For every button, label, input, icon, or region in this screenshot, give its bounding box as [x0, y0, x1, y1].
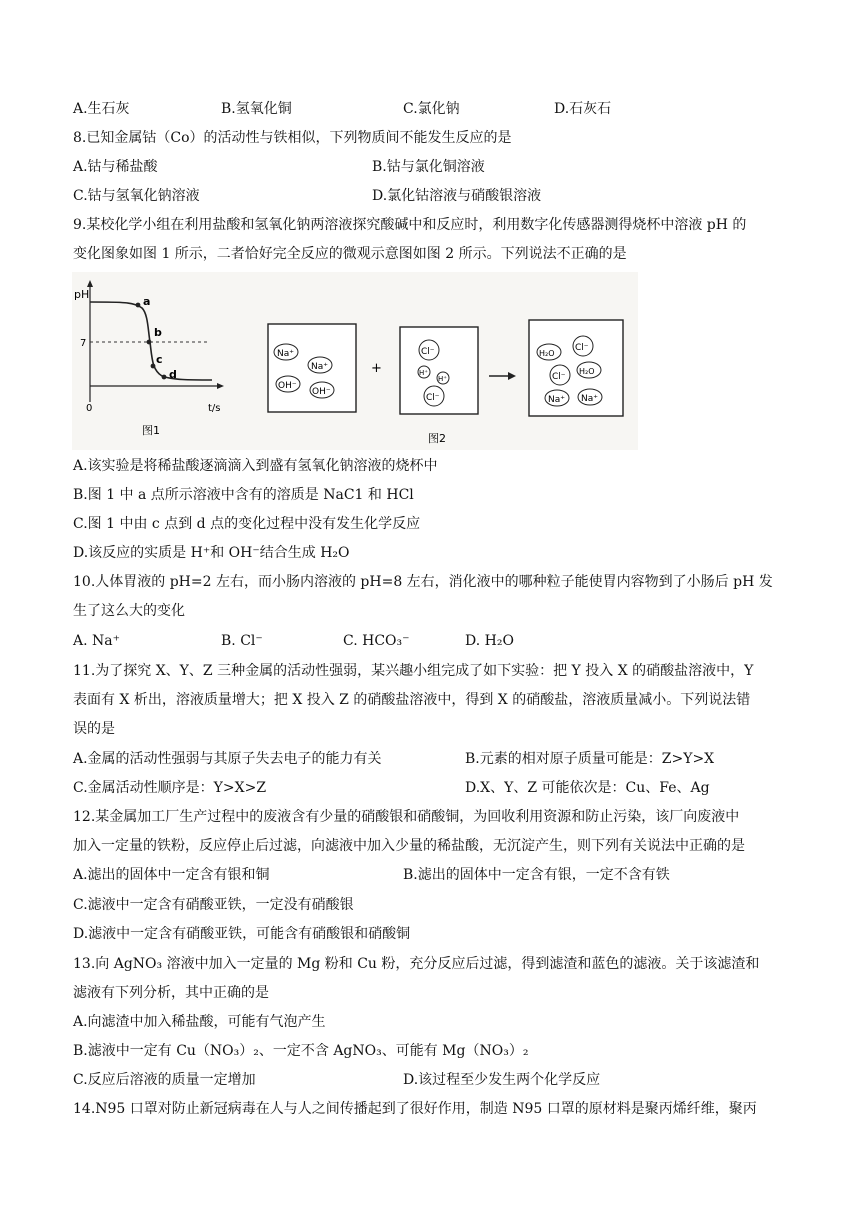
figure1-point-a	[136, 303, 141, 308]
figure1-point-c	[151, 364, 156, 369]
q13-option-b[interactable]: B.滤液中一定有 Cu（NO₃）₂、一定不含 AgNO₃、可能有 Mg（NO₃）₂	[73, 1043, 529, 1059]
q7-option-a[interactable]: A.生石灰	[73, 101, 130, 117]
q8-option-b[interactable]: B.钴与氯化铜溶液	[372, 159, 485, 175]
q10-option-a[interactable]: A. Na⁺	[73, 633, 120, 649]
q10-option-c[interactable]: C. HCO₃⁻	[343, 633, 410, 649]
q10-option-b[interactable]: B. Cl⁻	[221, 633, 263, 649]
q11-option-c[interactable]: C.金属活动性顺序是：Y>X>Z	[73, 780, 267, 796]
figure1-ph-graph	[74, 280, 224, 437]
q7-option-d[interactable]: D.石灰石	[554, 101, 612, 117]
q9-figures	[72, 272, 638, 450]
q11-option-b[interactable]: B.元素的相对原子质量可能是：Z>Y>X	[465, 751, 715, 767]
q8-option-d[interactable]: D.氯化钴溶液与硝酸银溶液	[372, 188, 542, 204]
q8-option-a[interactable]: A.钴与稀盐酸	[73, 159, 158, 175]
box3-mol-1-label: H₂O	[539, 349, 555, 358]
q9-option-c[interactable]: C.图 1 中由 c 点到 d 点的变化过程中没有发生化学反应	[73, 516, 421, 532]
box3-mol-2-label: Cl⁻	[575, 343, 589, 353]
box2-ion-4-label: Cl⁻	[426, 393, 440, 403]
box1-ion-4-label: OH⁻	[312, 387, 331, 397]
box3-frame	[529, 320, 623, 416]
q14-stem-line1: 14.N95 口罩对防止新冠病毒在人与人之间传播起到了很好作用，制造 N95 口罩的原材料是聚丙烯纤维，聚丙	[73, 1101, 757, 1117]
figure1-point-b	[147, 340, 152, 345]
q9-stem-line1: 9.某校化学小组在利用盐酸和氢氧化钠两溶液探究酸碱中和反应时，利用数字化传感器测得烧杯中溶液 pH 的	[73, 217, 747, 233]
q10-option-d[interactable]: D. H₂O	[465, 633, 514, 649]
q9-option-a[interactable]: A.该实验是将稀盐酸逐滴滴入到盛有氢氧化钠溶液的烧杯中	[73, 458, 438, 474]
q11-stem-line1: 11.为了探究 X、Y、Z 三种金属的活动性强弱，某兴趣小组完成了如下实验：把 Y 投入 X 的硝酸盐溶液中，Y	[73, 663, 754, 679]
figure2-arrowhead	[508, 372, 516, 380]
box3-mol-6-label: Na⁺	[581, 394, 598, 404]
figure1-label-c: c	[156, 353, 163, 366]
q12-stem-line1: 12.某金属加工厂生产过程中的废液含有少量的硝酸银和硝酸铜，为回收利用资源和防止污染，该厂向废液中	[73, 809, 740, 825]
figure2-box-naoh	[268, 324, 356, 412]
q10-stem-line1: 10.人体胃液的 pH=2 左右，而小肠内溶液的 pH=8 左右，消化液中的哪种粒子能使胃内容物到了小肠后 pH 发	[73, 574, 773, 590]
q12-stem-line2: 加入一定量的铁粉，反应停止后过滤，向滤液中加入少量的稀盐酸，无沉淀产生，则下列有关说法中正确的是	[73, 838, 745, 854]
figure2-box-hcl	[400, 327, 478, 445]
q12-option-c[interactable]: C.滤液中一定含有硝酸亚铁，一定没有硝酸银	[73, 897, 354, 913]
figure2-plus: +	[371, 361, 382, 376]
figure2-caption: 图2	[428, 432, 446, 445]
box3-mol-4-label: H₂O	[579, 367, 595, 376]
figure1-ph7-label: 7	[80, 338, 87, 349]
q9-figures-svg	[72, 272, 638, 450]
q9-option-b[interactable]: B.图 1 中 a 点所示溶液中含有的溶质是 NaC1 和 HCl	[73, 487, 414, 503]
q11-stem-line2: 表面有 X 析出，溶液质量增大；把 X 投入 Z 的硝酸盐溶液中，得到 X 的硝酸盐，溶液质量减小。下列说法错	[73, 692, 751, 708]
q10-stem-line2: 生了这么大的变化	[73, 603, 185, 619]
figure1-origin: 0	[86, 403, 93, 414]
q11-stem-line3: 误的是	[73, 721, 115, 737]
figure1-point-d	[162, 375, 167, 380]
q7-option-c[interactable]: C.氯化钠	[403, 101, 460, 117]
figure1-label-b: b	[154, 326, 162, 339]
q9-option-d[interactable]: D.该反应的实质是 H⁺和 OH⁻结合生成 H₂O	[73, 545, 350, 561]
figure2-box-products	[529, 320, 623, 416]
figure1-x-arrow	[217, 383, 224, 389]
q13-option-d[interactable]: D.该过程至少发生两个化学反应	[403, 1072, 601, 1088]
figure1-label-a: a	[143, 295, 151, 308]
q12-option-b[interactable]: B.滤出的固体中一定含有银，一定不含有铁	[403, 867, 670, 883]
box3-mol-3-label: Cl⁻	[552, 372, 566, 382]
q9-stem-line2: 变化图象如图 1 所示，二者恰好完全反应的微观示意图如图 2 所示。下列说法不正确的是	[73, 246, 627, 262]
q13-stem-line1: 13.向 AgNO₃ 溶液中加入一定量的 Mg 粉和 Cu 粉，充分反应后过滤，得到滤渣和蓝色的滤液。关于该滤渣和	[73, 956, 760, 972]
figure1-x-label: t/s	[208, 403, 221, 414]
q12-option-d[interactable]: D.滤液中一定含有硝酸亚铁，可能含有硝酸银和硝酸铜	[73, 926, 411, 942]
figure1-label-d: d	[169, 368, 177, 381]
q8-option-c[interactable]: C.钴与氢氧化钠溶液	[73, 188, 200, 204]
box3-mol-5-label: Na⁺	[548, 395, 565, 405]
figure1-y-arrow	[87, 280, 93, 287]
box1-ion-3-label: OH⁻	[278, 381, 297, 391]
q12-option-a[interactable]: A.滤出的固体中一定含有银和铜	[73, 867, 270, 883]
box2-ion-3-label: H⁺	[438, 375, 447, 383]
box2-ion-1-label: Cl⁻	[421, 347, 435, 357]
figure1-y-label: pH	[74, 288, 90, 301]
box1-ion-2-label: Na⁺	[311, 362, 328, 372]
figure1-caption: 图1	[142, 424, 160, 437]
q8-stem: 8.已知金属钴（Co）的活动性与铁相似，下列物质间不能发生反应的是	[73, 130, 512, 146]
q7-option-b[interactable]: B.氢氧化铜	[221, 101, 292, 117]
q13-option-a[interactable]: A.向滤渣中加入稀盐酸，可能有气泡产生	[73, 1014, 326, 1030]
q11-option-d[interactable]: D.X、Y、Z 可能依次是：Cu、Fe、Ag	[465, 780, 710, 796]
q13-option-c[interactable]: C.反应后溶液的质量一定增加	[73, 1072, 256, 1088]
box1-ion-1-label: Na⁺	[277, 349, 294, 359]
q13-stem-line2: 滤液有下列分析，其中正确的是	[73, 985, 269, 1001]
q11-option-a[interactable]: A.金属的活动性强弱与其原子失去电子的能力有关	[73, 751, 382, 767]
box2-ion-2-label: H⁺	[419, 369, 428, 377]
